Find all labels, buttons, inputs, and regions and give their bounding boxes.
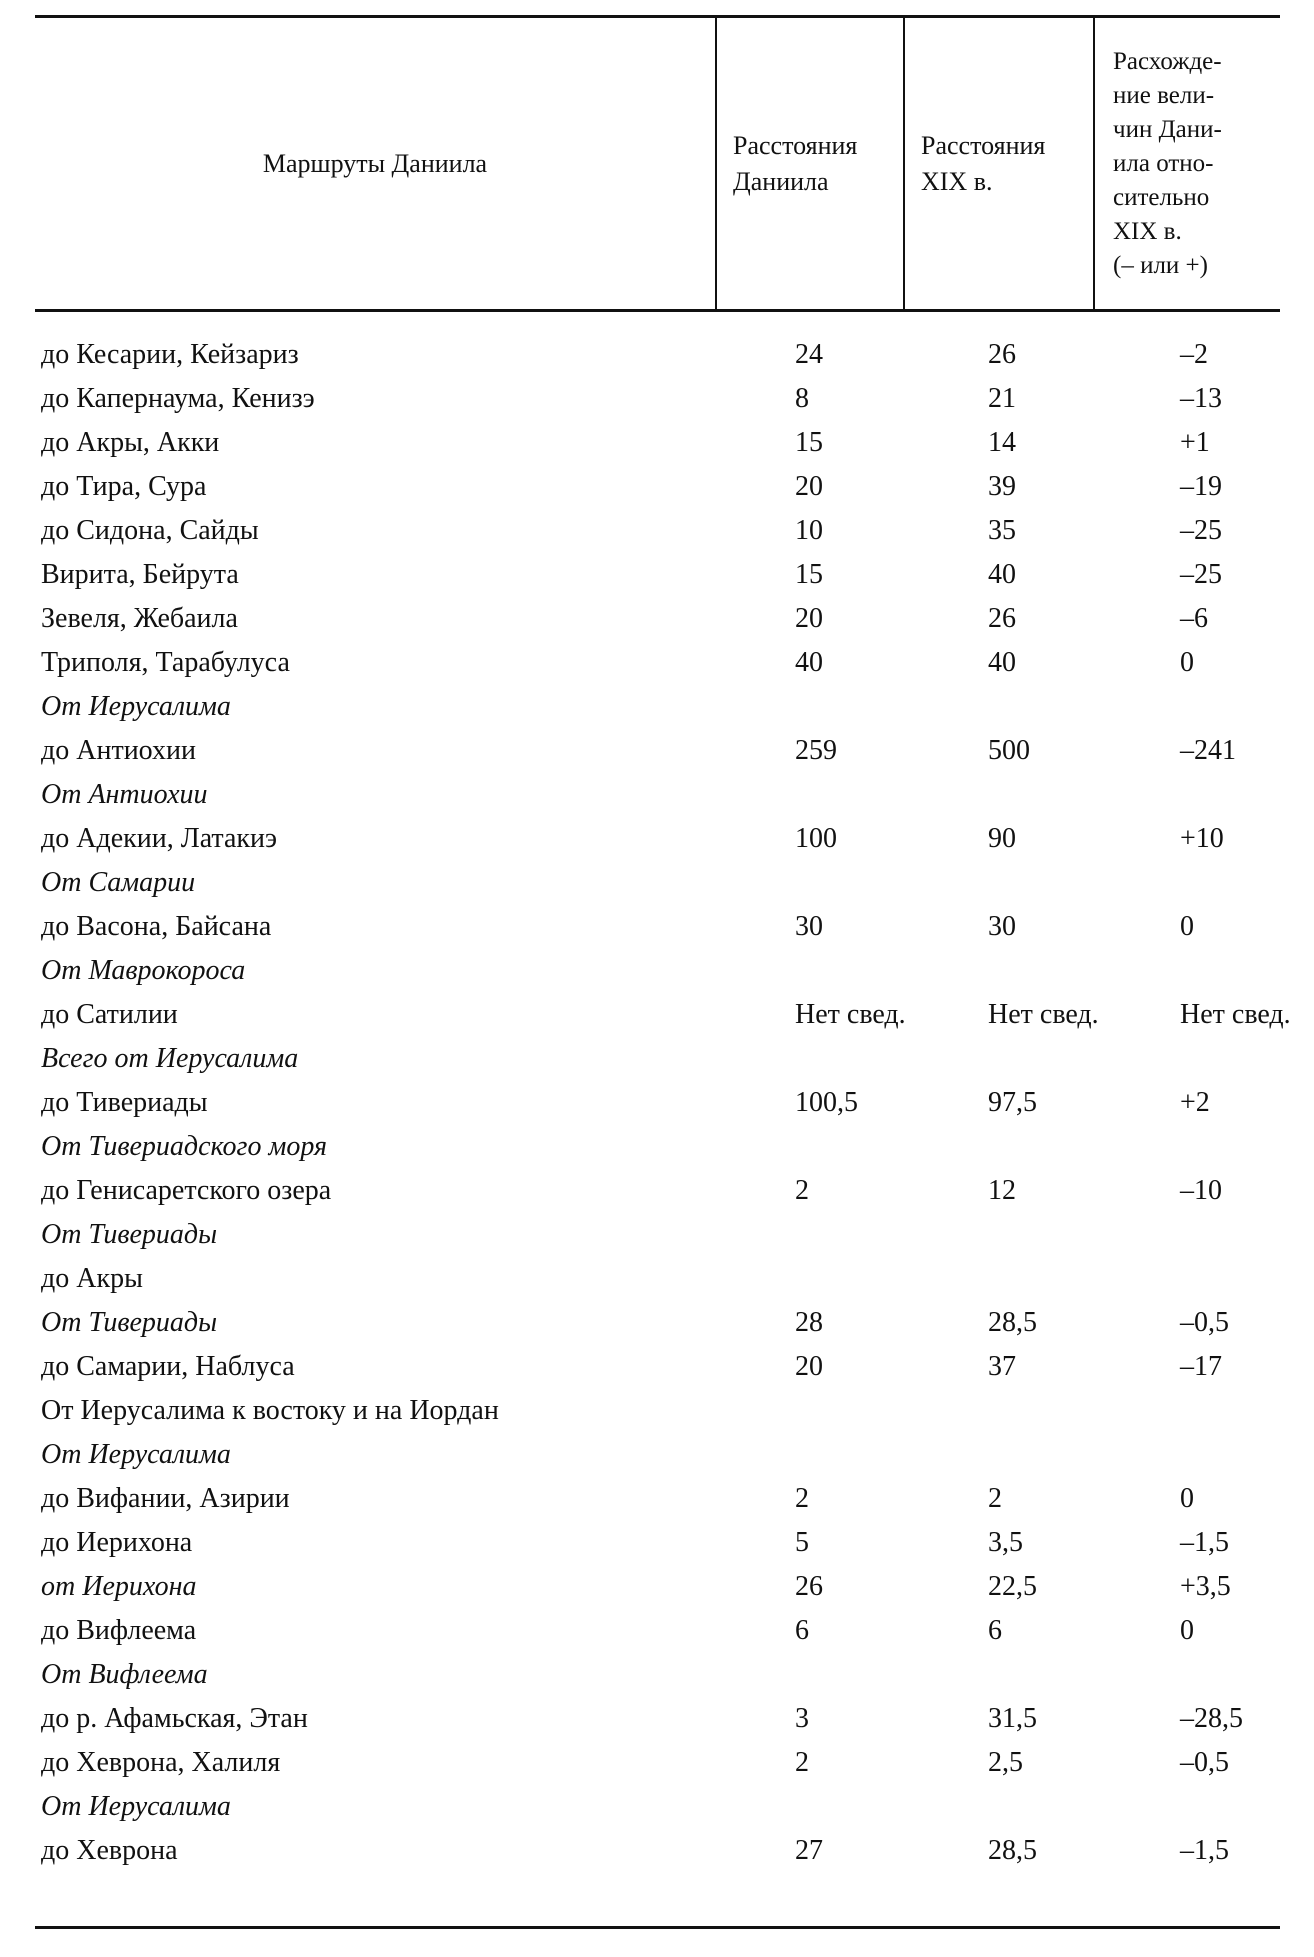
daniel-distance-cell: 10 — [795, 515, 823, 546]
table-row — [35, 421, 1280, 465]
daniel-distance-cell: 2 — [795, 1175, 809, 1206]
xix-distance-cell: 90 — [988, 823, 1016, 854]
xix-distance-cell: 6 — [988, 1615, 1002, 1646]
header-daniel-distances — [717, 18, 919, 309]
xix-distance-cell: 22,5 — [988, 1571, 1037, 1602]
xix-distance-cell: 35 — [988, 515, 1016, 546]
xix-distance-cell: 28,5 — [988, 1835, 1037, 1866]
xix-distance-cell: 30 — [988, 911, 1016, 942]
route-cell: От Иерусалима к востоку и на Иордан — [41, 1395, 499, 1426]
route-cell: до Самарии, Наблуса — [41, 1351, 295, 1382]
header-discrepancy — [1095, 18, 1298, 309]
daniel-distance-cell: 24 — [795, 339, 823, 370]
discrepancy-cell: 0 — [1180, 647, 1194, 678]
table-row — [35, 993, 1291, 1037]
route-cell: до р. Афамьская, Этан — [41, 1703, 308, 1734]
route-cell: до Акры — [41, 1263, 143, 1294]
discrepancy-cell: –2 — [1180, 339, 1208, 370]
header-discrepancy-line: ние вели- — [1113, 81, 1215, 109]
xix-distance-cell: 21 — [988, 383, 1016, 414]
daniel-distance-cell: 3 — [795, 1703, 809, 1734]
header-bottom-rule — [35, 309, 1280, 312]
xix-distance-cell: 12 — [988, 1175, 1016, 1206]
xix-distance-cell: 2,5 — [988, 1747, 1023, 1778]
route-cell: Вирита, Бейрута — [41, 559, 239, 590]
daniel-distance-cell: 100 — [795, 823, 837, 854]
xix-distance-cell: 3,5 — [988, 1527, 1023, 1558]
route-cell: до Васона, Байсана — [41, 911, 272, 942]
route-cell: От Антиохии — [41, 779, 208, 810]
table-row — [35, 1653, 1280, 1697]
discrepancy-cell: –13 — [1180, 383, 1222, 414]
xix-distance-cell: 26 — [988, 339, 1016, 370]
discrepancy-cell: +3,5 — [1180, 1571, 1231, 1602]
table-row — [35, 509, 1280, 553]
table-body — [35, 333, 1291, 1873]
route-cell: Зевеля, Жебаила — [41, 603, 238, 634]
route-cell: От Маврокороса — [41, 955, 246, 986]
route-cell: от Иерихона — [41, 1571, 197, 1602]
route-cell: до Вифлеема — [41, 1615, 197, 1646]
discrepancy-cell: –28,5 — [1180, 1703, 1243, 1734]
daniel-distance-cell: 30 — [795, 911, 823, 942]
table-row — [35, 597, 1280, 641]
table-row — [35, 1785, 1280, 1829]
route-cell: до Сидона, Сайды — [41, 515, 259, 546]
daniel-distance-cell: 26 — [795, 1571, 823, 1602]
discrepancy-cell: –6 — [1180, 603, 1208, 634]
discrepancy-cell: –1,5 — [1180, 1527, 1229, 1558]
route-cell: От Тивериадского моря — [41, 1131, 327, 1162]
discrepancy-cell: –10 — [1180, 1175, 1222, 1206]
xix-distance-cell: 2 — [988, 1483, 1002, 1514]
header-daniel-line: Расстояния — [733, 130, 858, 160]
xix-distance-cell: 31,5 — [988, 1703, 1037, 1734]
table-row — [35, 1697, 1280, 1741]
route-cell: От Вифлеема — [41, 1659, 208, 1690]
table-row — [35, 1037, 1280, 1081]
discrepancy-cell: –0,5 — [1180, 1307, 1229, 1338]
route-cell: Всего от Иерусалима — [41, 1043, 299, 1074]
table-row — [35, 1829, 1280, 1873]
header-discrepancy-line: сительно — [1113, 183, 1210, 211]
header-xix-line: Расстояния — [921, 130, 1046, 160]
daniel-distance-cell: 15 — [795, 427, 823, 458]
discrepancy-cell: –241 — [1180, 735, 1236, 766]
xix-distance-cell: 39 — [988, 471, 1016, 502]
daniel-distance-cell: 6 — [795, 1615, 809, 1646]
header-routes-text: Маршруты Даниила — [262, 148, 488, 178]
discrepancy-cell: –0,5 — [1180, 1747, 1229, 1778]
discrepancy-cell: –19 — [1180, 471, 1222, 502]
header-discrepancy-line: XIX в. — [1113, 217, 1182, 245]
xix-distance-cell: 97,5 — [988, 1087, 1037, 1118]
table-row — [35, 905, 1280, 949]
table-row — [35, 949, 1280, 993]
xix-distance-cell: 14 — [988, 427, 1016, 458]
discrepancy-cell: –17 — [1180, 1351, 1222, 1382]
table-row — [35, 377, 1280, 421]
header-daniel-line: Даниила — [733, 166, 829, 196]
header-discrepancy-line: Расхожде- — [1113, 47, 1222, 75]
daniel-distance-cell: 8 — [795, 383, 809, 414]
discrepancy-cell: +2 — [1180, 1087, 1210, 1118]
header-xix-line: XIX в. — [921, 166, 993, 196]
header-discrepancy-line: (– или +) — [1113, 251, 1208, 279]
table-row — [35, 1477, 1280, 1521]
xix-distance-cell: 40 — [988, 647, 1016, 678]
table-row — [35, 1081, 1280, 1125]
table-row — [35, 641, 1280, 685]
discrepancy-cell: –25 — [1180, 559, 1222, 590]
route-cell: до Вифании, Азирии — [41, 1483, 290, 1514]
route-cell: до Капернаума, Кенизэ — [41, 383, 315, 414]
daniel-distance-cell: 28 — [795, 1307, 823, 1338]
route-cell: до Акры, Акки — [41, 427, 220, 458]
table-row — [35, 1257, 1280, 1301]
table-row — [35, 1301, 1280, 1345]
discrepancy-cell: +1 — [1180, 427, 1210, 458]
daniel-distance-cell: 20 — [795, 603, 823, 634]
route-cell: до Кесарии, Кейзариз — [41, 339, 299, 370]
table-row — [35, 1389, 1280, 1433]
daniel-distance-cell: 15 — [795, 559, 823, 590]
route-cell: до Адекии, Латакиэ — [41, 823, 278, 854]
daniel-distance-cell: 259 — [795, 735, 837, 766]
table-row — [35, 1169, 1280, 1213]
table-row — [35, 1609, 1280, 1653]
daniel-distance-cell: 40 — [795, 647, 823, 678]
xix-distance-cell: 26 — [988, 603, 1016, 634]
route-cell: до Генисаретского озера — [41, 1175, 332, 1206]
daniel-distance-cell: 5 — [795, 1527, 809, 1558]
header-xix-distances — [905, 18, 1109, 309]
daniel-distance-cell: 20 — [795, 471, 823, 502]
daniel-distance-cell: 100,5 — [795, 1087, 858, 1118]
table-row — [35, 729, 1280, 773]
route-cell: От Иерусалима — [41, 1439, 231, 1470]
table-row — [35, 465, 1280, 509]
route-cell: до Хеврона — [41, 1835, 178, 1866]
daniel-distance-cell: 20 — [795, 1351, 823, 1382]
xix-distance-cell: 28,5 — [988, 1307, 1037, 1338]
route-cell: От Тивериады — [41, 1219, 218, 1250]
discrepancy-cell: 0 — [1180, 1615, 1194, 1646]
table-row — [35, 1125, 1280, 1169]
discrepancy-cell: 0 — [1180, 911, 1194, 942]
discrepancy-cell: –25 — [1180, 515, 1222, 546]
xix-distance-cell: 37 — [988, 1351, 1016, 1382]
route-cell: до Антиохии — [41, 735, 196, 766]
discrepancy-cell: –1,5 — [1180, 1835, 1229, 1866]
table-row — [35, 685, 1280, 729]
xix-distance-cell: 500 — [988, 735, 1030, 766]
table-row — [35, 1433, 1280, 1477]
daniel-distance-cell: 2 — [795, 1483, 809, 1514]
table-row — [35, 1741, 1280, 1785]
daniel-distance-cell: 2 — [795, 1747, 809, 1778]
table-bottom-rule — [35, 1926, 1280, 1929]
table-row — [35, 1521, 1280, 1565]
table-row — [35, 1345, 1280, 1389]
route-cell: до Тивериады — [41, 1087, 208, 1118]
route-cell: до Иерихона — [41, 1527, 193, 1558]
header-discrepancy-line: чин Дани- — [1113, 115, 1222, 143]
route-cell: Триполя, Тарабулуса — [41, 647, 290, 678]
route-cell: От Иерусалима — [41, 1791, 231, 1822]
table-row — [35, 861, 1280, 905]
header-discrepancy-line: ила отно- — [1113, 149, 1214, 177]
table-row — [35, 1213, 1280, 1257]
route-cell: до Тира, Сура — [41, 471, 207, 502]
discrepancy-cell: Нет свед. — [1180, 999, 1291, 1030]
daniel-distance-cell: Нет свед. — [795, 999, 906, 1030]
table-row — [35, 1565, 1280, 1609]
xix-distance-cell: 40 — [988, 559, 1016, 590]
xix-distance-cell: Нет свед. — [988, 999, 1099, 1030]
route-cell: до Хеврона, Халиля — [41, 1747, 281, 1778]
route-cell: до Сатилии — [41, 999, 178, 1030]
header-routes — [35, 18, 715, 309]
route-cell: От Иерусалима — [41, 691, 231, 722]
table-row — [35, 773, 1280, 817]
table-row — [35, 817, 1280, 861]
discrepancy-cell: 0 — [1180, 1483, 1194, 1514]
table-row — [35, 553, 1280, 597]
discrepancy-cell: +10 — [1180, 823, 1224, 854]
route-cell: От Самарии — [41, 867, 196, 898]
route-cell: От Тивериады — [41, 1307, 218, 1338]
daniel-distance-cell: 27 — [795, 1835, 823, 1866]
table-row — [35, 333, 1280, 377]
